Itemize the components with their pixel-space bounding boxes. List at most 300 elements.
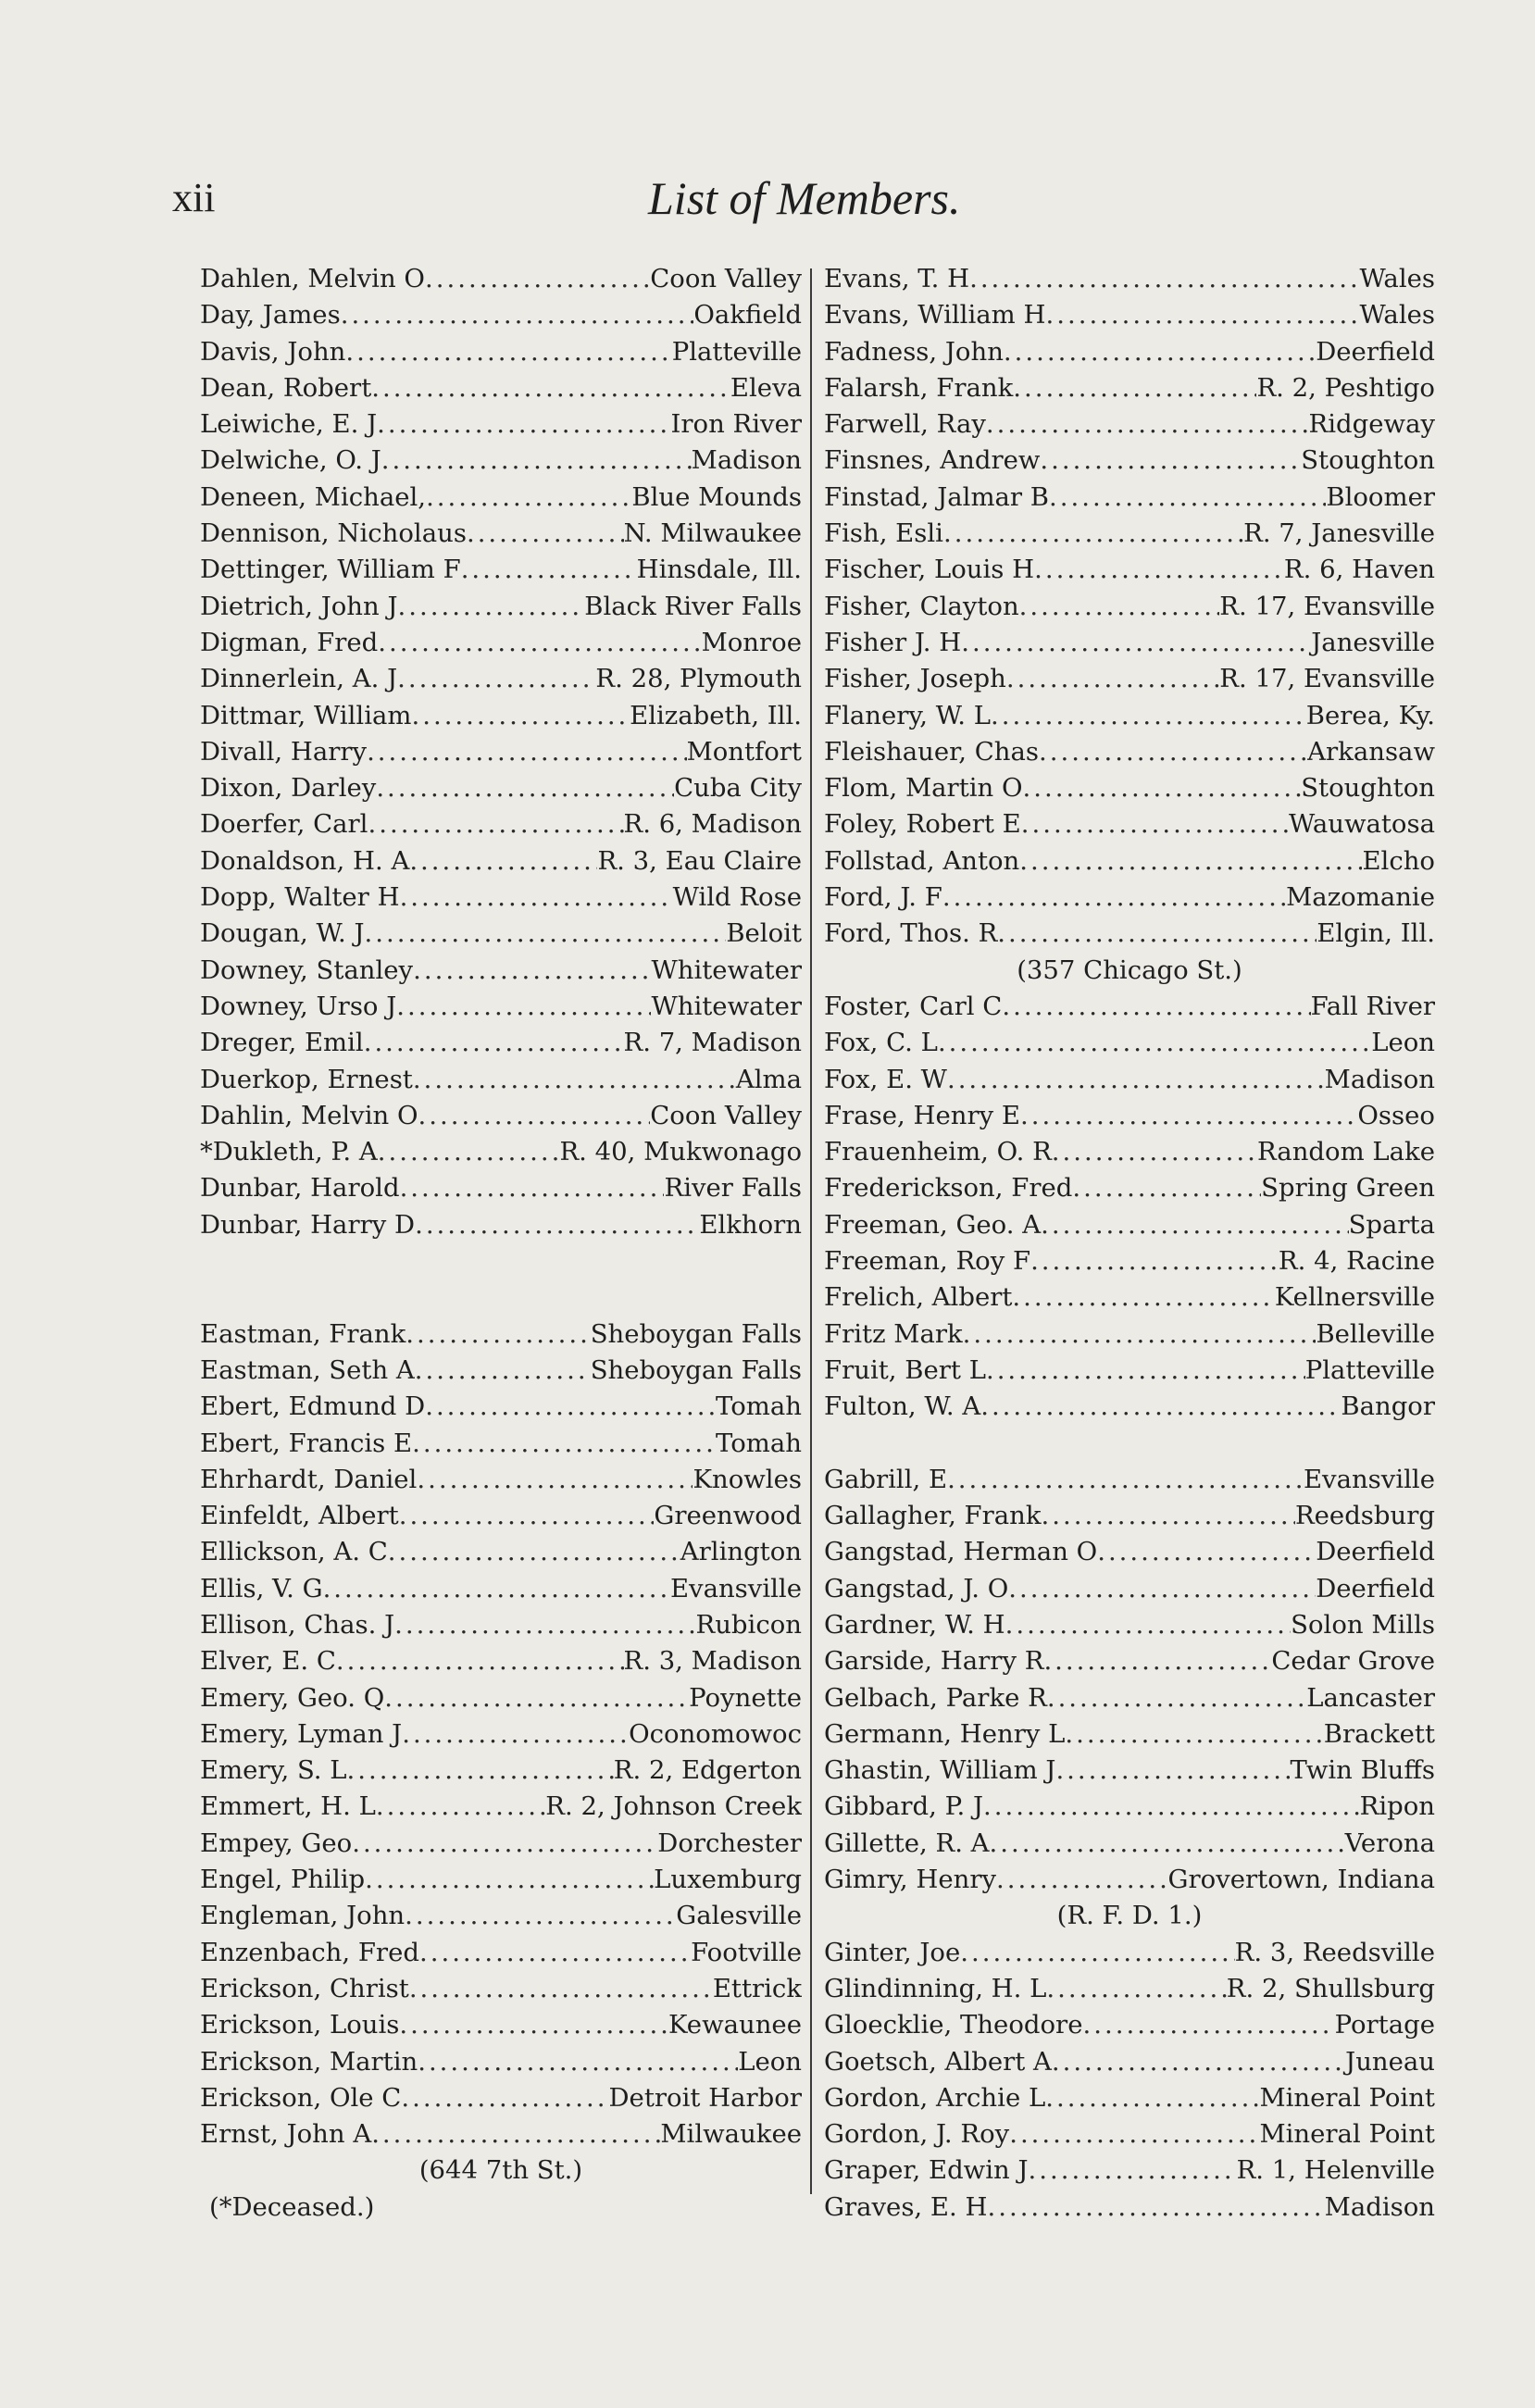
member-entry [200, 953, 802, 989]
member-name: Engleman, John [200, 1901, 406, 1931]
leader-dots [1072, 1170, 1261, 1206]
member-name: Enzenbach, Fred [200, 1937, 419, 1967]
member-name: Duerkop, Ernest [200, 1064, 413, 1094]
leader-dots [960, 1935, 1234, 1971]
member-entry [824, 370, 1435, 406]
member-name: Fish, Esli [824, 518, 943, 549]
member-location: Black River Falls [584, 591, 802, 621]
member-location: Bangor [1341, 1391, 1435, 1422]
member-location: Mazomanie [1286, 882, 1435, 913]
member-entry [200, 843, 802, 880]
member-entry [824, 2007, 1435, 2043]
member-entry [200, 1571, 802, 1607]
member-location: Mineral Point [1259, 2082, 1435, 2113]
member-location: Kewaunee [668, 2010, 802, 2040]
leader-dots [1052, 2044, 1345, 2080]
member-location: Juneau [1345, 2046, 1435, 2077]
member-name: Gangstad, Herman O [824, 1537, 1098, 1567]
member-location: R. 1, Helenville [1236, 2155, 1435, 2186]
member-entry [200, 989, 802, 1025]
member-name: Elver, E. C [200, 1646, 336, 1677]
leader-dots [397, 661, 595, 697]
member-location: R. 7, Madison [623, 1028, 802, 1058]
member-name: Gibbard, P. J [824, 1791, 984, 1822]
leader-dots [1039, 734, 1307, 770]
member-location: Elgin, Ill. [1317, 918, 1435, 949]
leader-dots [997, 916, 1317, 952]
member-name: Flanery, W. L [824, 700, 991, 730]
member-location: Fall River [1310, 991, 1435, 1021]
leader-dots [411, 698, 630, 734]
member-entry [200, 1643, 802, 1679]
member-location: R. 6, Madison [623, 809, 802, 840]
member-entry [200, 1898, 802, 1934]
member-name: Fritz Mark [824, 1318, 963, 1349]
member-name: Fisher J. H [824, 627, 962, 657]
member-name: Freeman, Geo. A [824, 1209, 1042, 1240]
member-location: Madison [1324, 2191, 1435, 2222]
member-entry [824, 2152, 1435, 2189]
member-entry [200, 1025, 802, 1061]
member-entry [824, 589, 1435, 625]
member-entry [200, 2044, 802, 2080]
leader-dots [401, 2080, 608, 2116]
member-location: Stoughton [1301, 773, 1435, 804]
leader-dots [381, 443, 692, 479]
member-location: Wauwatosa [1288, 809, 1435, 840]
member-name: Ford, J. F [824, 882, 942, 913]
member-location: R. 4, Racine [1278, 1246, 1435, 1277]
member-name: Gangstad, J. O [824, 1573, 1009, 1603]
address-text: (357 Chicago St.) [1017, 954, 1242, 985]
member-name: Fleishauer, Chas [824, 736, 1040, 767]
member-name: Ford, Thos. R [824, 918, 998, 949]
member-location: R. 17, Evansville [1219, 664, 1435, 694]
member-name: Dopp, Walter H [200, 882, 400, 913]
leader-dots [400, 1170, 665, 1206]
member-location: Leon [738, 2046, 802, 2077]
member-name: Gloecklie, Theodore [824, 2010, 1083, 2040]
member-entry [824, 2044, 1435, 2080]
member-name: Engel, Philip [200, 1865, 366, 1895]
leader-dots [364, 916, 726, 952]
leader-dots [412, 1426, 716, 1462]
leader-dots [996, 1862, 1168, 1898]
leader-dots [415, 1353, 591, 1389]
member-entry [824, 1862, 1435, 1898]
leader-dots [384, 1680, 689, 1716]
leader-dots [1041, 1207, 1348, 1243]
member-entry [824, 552, 1435, 588]
member-name: Ellickson, A. C [200, 1537, 388, 1567]
member-name: Davis, John [200, 336, 346, 367]
leader-dots [368, 806, 623, 842]
member-entry [200, 261, 802, 297]
member-entry [824, 770, 1435, 806]
member-entry [200, 1716, 802, 1753]
member-entry [824, 1134, 1435, 1170]
address-continuation [824, 953, 1435, 989]
member-location: Cedar Grove [1271, 1646, 1435, 1677]
member-name: Donaldson, H. A [200, 845, 410, 876]
member-entry [824, 1753, 1435, 1789]
member-name: Downey, Stanley [200, 954, 414, 985]
leader-dots [986, 406, 1309, 443]
member-entry [824, 1353, 1435, 1389]
member-entry [200, 1389, 802, 1425]
member-entry [824, 1062, 1435, 1098]
member-entry [200, 1534, 802, 1570]
leader-dots [942, 880, 1286, 916]
leader-dots [1055, 1753, 1290, 1789]
member-entry [200, 1607, 802, 1643]
member-name: Foley, Robert E [824, 809, 1021, 840]
member-location: Monroe [701, 627, 802, 657]
leader-dots [371, 370, 730, 406]
member-location: Beloit [726, 918, 802, 949]
member-entry [824, 806, 1435, 842]
member-name: Ernst, John A [200, 2119, 372, 2150]
member-name: Emmert, H. L [200, 1791, 376, 1822]
section-gap [824, 1426, 1435, 1462]
member-entry [200, 770, 802, 806]
leader-dots [409, 1971, 713, 2007]
member-name: Einfeldt, Albert [200, 1501, 399, 1531]
member-entry [824, 625, 1435, 661]
member-name: Dougan, W. J [200, 918, 365, 949]
page-number: xii [172, 175, 216, 220]
leader-dots [1005, 1607, 1292, 1643]
member-name: Dahlen, Melvin O [200, 264, 425, 293]
member-name: Finsnes, Andrew [824, 445, 1041, 476]
member-name: Dean, Robert [200, 372, 372, 403]
member-entry [200, 1498, 802, 1534]
member-name: Eastman, Frank [200, 1318, 406, 1349]
member-name: Fisher, Joseph [824, 664, 1006, 694]
leader-dots [963, 1316, 1317, 1353]
member-name: Goetsch, Albert A [824, 2046, 1052, 2077]
member-name: Garside, Harry R [824, 1646, 1044, 1677]
member-name: Dennison, Nicholaus [200, 518, 467, 549]
member-entry [824, 1498, 1435, 1534]
member-entry [824, 1680, 1435, 1716]
member-entry [824, 843, 1435, 880]
member-location: Detroit Harbor [608, 2082, 802, 2113]
member-entry [824, 1279, 1435, 1316]
leader-dots [990, 1826, 1345, 1862]
leader-dots [418, 1098, 651, 1134]
member-entry [200, 1789, 802, 1825]
member-location: Oconomowoc [629, 1718, 802, 1749]
leader-dots [396, 989, 651, 1025]
member-name: Ghastin, William J [824, 1755, 1056, 1786]
member-entry [824, 1971, 1435, 2007]
member-entry [200, 1316, 802, 1353]
member-entry [824, 1389, 1435, 1425]
member-entry [200, 1426, 802, 1462]
leader-dots [409, 843, 597, 880]
member-name: Graves, E. H [824, 2191, 988, 2222]
leader-dots [418, 2044, 738, 2080]
member-name: Ellis, V. G [200, 1573, 323, 1603]
member-name: Freeman, Roy F [824, 1246, 1031, 1277]
member-entry [200, 661, 802, 697]
member-entry [200, 297, 802, 333]
member-name: Erickson, Martin [200, 2046, 418, 2077]
member-location: Poynette [689, 1682, 802, 1713]
member-location: Wales [1359, 300, 1435, 331]
member-location: R. 2, Edgerton [613, 1755, 802, 1786]
member-entry [824, 1534, 1435, 1570]
member-location: Tomah [716, 1428, 802, 1458]
leader-dots [1013, 370, 1256, 406]
leader-dots [1040, 443, 1301, 479]
member-entry [200, 2080, 802, 2116]
member-location: Knowles [693, 1464, 802, 1494]
member-name: Fischer, Louis H [824, 555, 1035, 585]
leader-dots [406, 1316, 590, 1353]
leader-dots [1043, 1643, 1271, 1679]
member-location: Blue Mounds [631, 481, 802, 512]
leader-dots [1012, 1279, 1274, 1316]
address-text: (R. F. D. 1.) [1056, 1901, 1203, 1931]
leader-dots [947, 1462, 1304, 1498]
leader-dots [345, 334, 671, 370]
member-entry [824, 916, 1435, 952]
member-name: Erickson, Christ [200, 1973, 409, 2003]
member-location: R. 2, Johnson Creek [545, 1791, 802, 1822]
member-name: Ellison, Chas. J [200, 1609, 395, 1640]
member-location: Montfort [686, 736, 802, 767]
member-entry [200, 1170, 802, 1206]
leader-dots [1008, 1571, 1316, 1607]
member-location: Reedsburg [1294, 1501, 1435, 1531]
member-location: Sheboygan Falls [590, 1318, 802, 1349]
leader-dots [1004, 334, 1316, 370]
member-entry [200, 1207, 802, 1243]
member-entry [200, 1753, 802, 1789]
leader-dots [417, 1462, 693, 1498]
leader-dots [987, 2190, 1324, 2226]
member-location: N. Milwaukee [623, 518, 802, 549]
leader-dots [347, 1753, 614, 1789]
member-location: River Falls [664, 1173, 802, 1204]
member-location: Greenwood [654, 1501, 802, 1531]
member-entry [200, 1462, 802, 1498]
leader-dots [1047, 1680, 1306, 1716]
leader-dots [399, 2007, 668, 2043]
address-text: (644 7th St.) [418, 2155, 583, 2186]
member-location: Dorchester [657, 1828, 802, 1858]
member-location: Arkansaw [1307, 736, 1435, 767]
leader-dots [365, 1862, 654, 1898]
member-entry [824, 1643, 1435, 1679]
member-location: Sheboygan Falls [590, 1354, 802, 1385]
member-name: Day, James [200, 300, 341, 331]
member-entry [824, 2190, 1435, 2226]
member-location: R. 3, Reedsville [1234, 1937, 1435, 1967]
member-name: Foster, Carl C [824, 991, 1003, 1021]
member-location: Solon Mills [1291, 1609, 1435, 1640]
leader-dots [413, 1062, 736, 1098]
leader-dots [1023, 770, 1302, 806]
member-location: R. 3, Madison [623, 1646, 802, 1677]
member-location: Grovertown, Indiana [1167, 1865, 1435, 1895]
leader-dots [364, 1025, 624, 1061]
member-entry [200, 880, 802, 916]
member-entry [824, 1025, 1435, 1061]
member-location: Sparta [1348, 1209, 1435, 1240]
leader-dots [1019, 589, 1220, 625]
member-name: Gordon, J. Roy [824, 2119, 1010, 2150]
member-location: Portage [1334, 2010, 1435, 2040]
member-name: Ebert, Francis E [200, 1428, 413, 1458]
member-entry [200, 334, 802, 370]
member-entry [824, 1207, 1435, 1243]
leader-dots [413, 953, 651, 989]
member-location: Alma [735, 1064, 802, 1094]
leader-dots [467, 516, 624, 552]
leader-dots [1097, 1534, 1316, 1570]
member-name: Erickson, Louis [200, 2010, 400, 2040]
address-continuation [200, 2152, 802, 2189]
member-name: Falarsh, Frank [824, 372, 1014, 403]
member-name: Gelbach, Parke R [824, 1682, 1047, 1713]
member-location: Ridgeway [1308, 409, 1435, 440]
member-name: Erickson, Ole C [200, 2082, 402, 2113]
footnote-text: (*Deceased.) [209, 2191, 375, 2222]
leader-dots [1009, 2116, 1259, 2152]
leader-dots [1065, 1716, 1323, 1753]
member-entry [200, 734, 802, 770]
section-gap [200, 1243, 802, 1279]
member-name: Farwell, Ray [824, 409, 986, 440]
leader-dots [1045, 297, 1359, 333]
member-entry [200, 370, 802, 406]
leader-dots [415, 1207, 699, 1243]
member-name: Dreger, Emil [200, 1028, 364, 1058]
member-name: Glindinning, H. L [824, 1973, 1047, 2003]
leader-dots [399, 1498, 655, 1534]
member-entry [824, 1243, 1435, 1279]
member-name: Dittmar, William [200, 700, 412, 730]
member-name: Gillette, R. A [824, 1828, 990, 1858]
member-name: Delwiche, O. J [200, 445, 381, 476]
leader-dots [947, 1062, 1325, 1098]
member-name: Doerfer, Carl [200, 809, 368, 840]
member-name: Fulton, W. A [824, 1391, 981, 1422]
member-location: Elizabeth, Ill. [630, 700, 802, 730]
member-entry [200, 625, 802, 661]
member-location: Milwaukee [660, 2119, 802, 2150]
member-location: Cuba City [674, 773, 802, 804]
member-location: Madison [691, 445, 802, 476]
member-name: Evans, William H [824, 300, 1046, 331]
member-location: Stoughton [1301, 445, 1435, 476]
member-location: Ripon [1359, 1791, 1435, 1822]
leader-dots [1049, 480, 1326, 516]
member-entry [200, 1134, 802, 1170]
leader-dots [402, 1716, 629, 1753]
member-location: Mineral Point [1259, 2119, 1435, 2150]
leader-dots [1002, 989, 1310, 1025]
member-entry [200, 1971, 802, 2007]
member-location: Whitewater [651, 991, 802, 1021]
member-name: Leiwiche, E. J [200, 409, 378, 440]
member-entry [200, 406, 802, 443]
member-location: Elkhorn [699, 1209, 802, 1240]
leader-dots [961, 625, 1311, 661]
member-location: Random Lake [1256, 1137, 1435, 1167]
member-location: Whitewater [651, 954, 802, 985]
member-entry [200, 480, 802, 516]
member-location: Belleville [1316, 1318, 1435, 1349]
leader-dots [969, 261, 1359, 297]
member-entry [200, 1098, 802, 1134]
leader-dots [938, 1025, 1371, 1061]
member-entry [824, 661, 1435, 697]
member-name: Finstad, Jalmar B [824, 481, 1050, 512]
member-location: R. 7, Janesville [1243, 518, 1435, 549]
member-name: Frauenheim, O. R [824, 1137, 1052, 1167]
member-entry [824, 2116, 1435, 2152]
member-location: Brackett [1323, 1718, 1435, 1749]
member-location: Wild Rose [672, 882, 802, 913]
leader-dots [405, 1898, 676, 1934]
member-entry [824, 1716, 1435, 1753]
leader-dots [394, 1607, 695, 1643]
member-name: Dunbar, Harold [200, 1173, 400, 1204]
member-name: Fadness, John [824, 336, 1004, 367]
member-name: Dixon, Darley [200, 773, 377, 804]
member-name: Evans, T. H [824, 264, 970, 293]
member-name: Follstad, Anton [824, 845, 1020, 876]
leader-dots [1042, 1498, 1295, 1534]
leader-dots [376, 770, 674, 806]
member-entry [824, 698, 1435, 734]
leader-dots [1052, 1134, 1257, 1170]
member-location: Footville [691, 1937, 802, 1967]
member-entry [824, 2080, 1435, 2116]
leader-dots [1046, 1971, 1226, 2007]
member-entry [200, 552, 802, 588]
member-location: Bloomer [1326, 481, 1435, 512]
member-location: Deerfield [1316, 1573, 1435, 1603]
member-location: R. 3, Eau Claire [597, 845, 802, 876]
leader-dots [1021, 806, 1289, 842]
member-name: Ehrhardt, Daniel [200, 1464, 418, 1494]
member-name: Emery, Lyman J [200, 1718, 403, 1749]
member-entry [824, 297, 1435, 333]
member-name: Emery, Geo. Q [200, 1682, 385, 1713]
leader-dots [991, 698, 1306, 734]
member-name: Gallagher, Frank [824, 1501, 1042, 1531]
member-entry [200, 806, 802, 842]
member-entry [200, 443, 802, 479]
member-entry [200, 2007, 802, 2043]
member-location: Kellnersville [1274, 1282, 1435, 1313]
leader-dots [1028, 2152, 1236, 2189]
member-name: Graper, Edwin J [824, 2155, 1029, 2186]
leader-dots [323, 1571, 670, 1607]
member-name: Dinnerlein, A. J [200, 664, 398, 694]
member-entry [824, 1607, 1435, 1643]
member-entry [200, 1935, 802, 1971]
leader-dots [426, 480, 631, 516]
leader-dots [397, 589, 584, 625]
member-location: Galesville [676, 1901, 802, 1931]
leader-dots [1082, 2007, 1334, 2043]
